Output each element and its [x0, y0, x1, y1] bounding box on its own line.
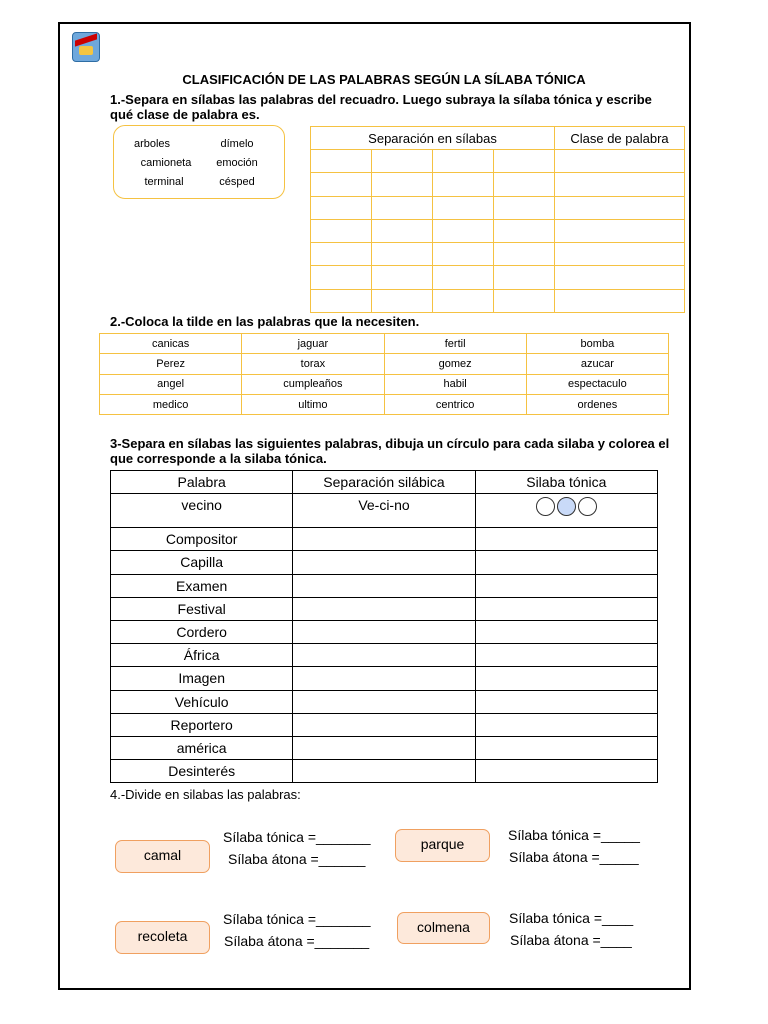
answer-cell[interactable] [372, 289, 433, 312]
answer-cell[interactable] [475, 667, 657, 690]
answer-cell[interactable] [311, 219, 372, 242]
word-pill-parque: parque [395, 829, 490, 862]
tilde-word: torax [242, 354, 384, 374]
answer-cell[interactable] [433, 173, 494, 196]
syllable-classification-table [310, 126, 685, 313]
word-pill-camal: camal [115, 840, 210, 873]
word-row [111, 551, 658, 574]
word-cell: África [111, 644, 293, 667]
word-cell: américa [111, 736, 293, 759]
answer-cell[interactable] [475, 713, 657, 736]
word-cell: Compositor [111, 528, 293, 551]
word-cell: Imagen [111, 667, 293, 690]
answer-cell[interactable] [293, 713, 475, 736]
answer-cell[interactable] [372, 150, 433, 173]
word-cell: Reportero [111, 713, 293, 736]
answer-cell[interactable] [433, 150, 494, 173]
header-silaba-tonica: Silaba tónica [475, 471, 657, 494]
worksheet-title: CLASIFICACIÓN DE LAS PALABRAS SEGÚN LA SÍLABA TÓNICA [182, 72, 586, 87]
answer-cell[interactable] [494, 196, 555, 219]
tilde-word: medico [100, 394, 242, 414]
syllable-circle [578, 497, 597, 516]
tonica-line[interactable]: Sílaba tónica =_______ [223, 911, 371, 927]
tonica-line[interactable]: Sílaba tónica =____ [509, 910, 634, 926]
table1-row [311, 150, 685, 173]
answer-cell[interactable] [293, 620, 475, 643]
answer-cell[interactable] [311, 196, 372, 219]
answer-cell[interactable] [494, 266, 555, 289]
answer-cell[interactable] [475, 644, 657, 667]
answer-cell[interactable] [293, 551, 475, 574]
atona-line[interactable]: Sílaba átona =_______ [224, 933, 370, 949]
answer-cell[interactable] [293, 644, 475, 667]
syllable-circle [536, 497, 555, 516]
answer-cell[interactable] [494, 150, 555, 173]
table1-row [311, 289, 685, 312]
answer-cell[interactable] [555, 266, 685, 289]
table1-row [311, 173, 685, 196]
word-box-item: camioneta [140, 157, 192, 169]
word-row [111, 620, 658, 643]
question-2: 2.-Coloca la tilde en las palabras que la necesiten. [110, 314, 420, 329]
answer-cell[interactable] [555, 150, 685, 173]
word-row [111, 644, 658, 667]
answer-cell[interactable] [475, 620, 657, 643]
word-pill-colmena: colmena [397, 912, 490, 944]
header-separacion: Separación en sílabas [311, 127, 555, 150]
atona-line[interactable]: Sílaba átona =_____ [509, 849, 639, 865]
tilde-word: angel [100, 374, 242, 394]
tonica-line[interactable]: Sílaba tónica =_____ [508, 827, 640, 843]
word-cell: Cordero [111, 620, 293, 643]
tilde-word: ordenes [526, 394, 668, 414]
answer-cell[interactable] [475, 760, 657, 783]
answer-cell[interactable] [372, 243, 433, 266]
answer-cell[interactable] [555, 196, 685, 219]
answer-cell[interactable] [475, 574, 657, 597]
answer-cell[interactable] [555, 243, 685, 266]
tilde-word: ultimo [242, 394, 384, 414]
tilde-word: habil [384, 374, 526, 394]
school-crest-icon [72, 32, 100, 62]
answer-cell[interactable] [494, 173, 555, 196]
word-cell: Capilla [111, 551, 293, 574]
header-clase: Clase de palabra [555, 127, 685, 150]
atona-line[interactable]: Sílaba átona =______ [228, 851, 366, 867]
answer-cell[interactable] [475, 736, 657, 759]
word-cell: Desinterés [111, 760, 293, 783]
question-1: 1.-Separa en sílabas las palabras del recuadro. Luego subraya la sílaba tónica y escribe qué clase de palabra es. [110, 92, 652, 122]
answer-cell[interactable] [372, 219, 433, 242]
answer-cell[interactable] [494, 219, 555, 242]
answer-cell[interactable] [311, 266, 372, 289]
answer-cell[interactable] [555, 289, 685, 312]
answer-cell[interactable] [433, 289, 494, 312]
tilde-word: centrico [384, 394, 526, 414]
word-box-item: césped [219, 176, 255, 188]
word-cell: Festival [111, 597, 293, 620]
answer-cell[interactable] [433, 243, 494, 266]
tonica-line[interactable]: Sílaba tónica =_______ [223, 829, 371, 845]
question-3: 3-Separa en sílabas las siguientes palabras, dibuja un círculo para cada silaba y colorea el que corresponde a la silaba tónica. [110, 436, 670, 466]
word-row [111, 528, 658, 551]
word-row [111, 574, 658, 597]
word-box-item: emoción [216, 157, 258, 169]
tilde-word: espectaculo [526, 374, 668, 394]
table1-row [311, 196, 685, 219]
example-row [111, 494, 658, 528]
answer-cell[interactable] [475, 597, 657, 620]
atona-line[interactable]: Sílaba átona =____ [510, 932, 632, 948]
word-cell: Vehículo [111, 690, 293, 713]
answer-cell[interactable] [311, 150, 372, 173]
table1-row [311, 243, 685, 266]
header-palabra: Palabra [111, 471, 293, 494]
answer-cell[interactable] [293, 736, 475, 759]
tilde-row [100, 374, 669, 394]
tilde-row [100, 354, 669, 374]
table1-row [311, 266, 685, 289]
tilde-word: azucar [526, 354, 668, 374]
answer-cell[interactable] [311, 173, 372, 196]
table1-row [311, 219, 685, 242]
tilde-row [100, 334, 669, 354]
answer-cell[interactable] [494, 243, 555, 266]
question-4: 4.-Divide en silabas las palabras: [110, 787, 301, 802]
answer-cell[interactable] [433, 266, 494, 289]
tilde-word: jaguar [242, 334, 384, 354]
answer-cell[interactable] [293, 574, 475, 597]
answer-cell[interactable] [555, 173, 685, 196]
answer-cell[interactable] [372, 173, 433, 196]
answer-cell[interactable] [311, 289, 372, 312]
tilde-word: gomez [384, 354, 526, 374]
word-box-item: terminal [144, 176, 184, 188]
answer-cell[interactable] [293, 528, 475, 551]
answer-cell[interactable] [475, 551, 657, 574]
syllable-circle-table [110, 470, 658, 783]
answer-cell[interactable] [475, 690, 657, 713]
tilde-word: bomba [526, 334, 668, 354]
tilde-table [99, 333, 669, 415]
word-row [111, 667, 658, 690]
answer-cell[interactable] [372, 266, 433, 289]
syllable-circle [557, 497, 576, 516]
word-row [111, 760, 658, 783]
answer-cell[interactable] [494, 289, 555, 312]
answer-cell[interactable] [293, 597, 475, 620]
word-box [113, 125, 285, 199]
answer-cell[interactable] [372, 196, 433, 219]
tilde-row [100, 394, 669, 414]
answer-cell[interactable] [433, 196, 494, 219]
tilde-word: cumpleaños [242, 374, 384, 394]
answer-cell[interactable] [475, 528, 657, 551]
word-row [111, 597, 658, 620]
answer-cell[interactable] [293, 690, 475, 713]
answer-cell[interactable] [293, 760, 475, 783]
example-word: vecino [111, 494, 293, 528]
answer-cell[interactable] [433, 219, 494, 242]
answer-cell[interactable] [555, 219, 685, 242]
tilde-word: fertil [384, 334, 526, 354]
example-split: Ve-ci-no [293, 494, 475, 528]
word-row [111, 736, 658, 759]
answer-cell[interactable] [293, 667, 475, 690]
tilde-word: canicas [100, 334, 242, 354]
example-circles [475, 494, 657, 528]
word-box-item: arboles [133, 138, 171, 150]
word-row [111, 690, 658, 713]
word-cell: Examen [111, 574, 293, 597]
word-box-item: dímelo [220, 138, 254, 150]
word-row [111, 713, 658, 736]
tilde-word: Perez [100, 354, 242, 374]
header-separacion-silabica: Separación silábica [293, 471, 475, 494]
answer-cell[interactable] [311, 243, 372, 266]
word-pill-recoleta: recoleta [115, 921, 210, 954]
